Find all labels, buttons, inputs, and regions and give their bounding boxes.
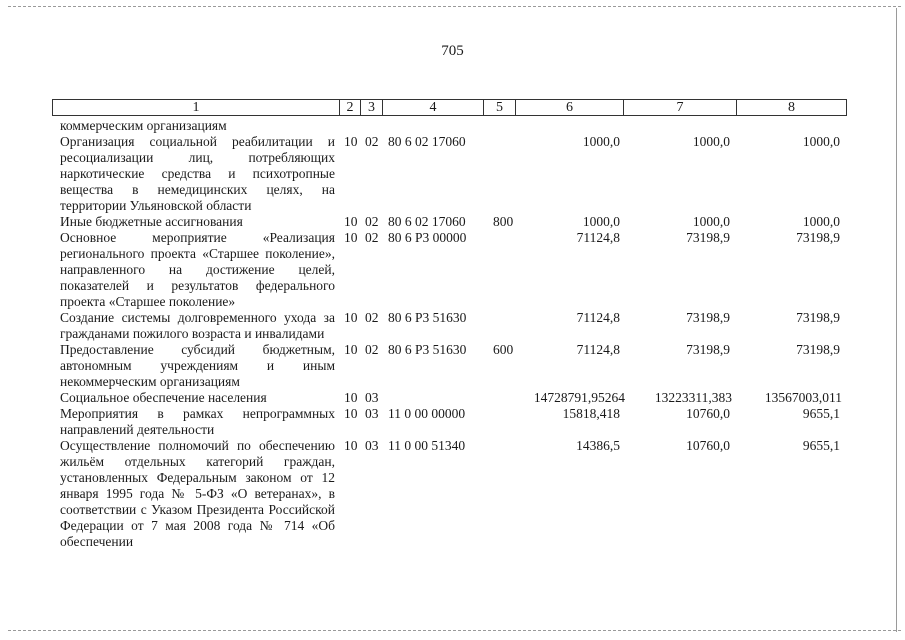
column-header-4: 4	[383, 100, 484, 116]
row-expense-type: 800	[493, 214, 514, 229]
row-target-code: 11 0 00 51340	[388, 438, 466, 453]
row-amount-3: 1000,0	[802, 214, 840, 229]
row-amount-2: 73198,9	[686, 230, 730, 245]
row-amount-2: 73198,9	[686, 342, 730, 357]
row-subsection: 02	[365, 310, 379, 325]
column-header-2: 2	[340, 100, 361, 116]
row-name: коммерческим организациям	[60, 118, 227, 133]
table-row	[60, 438, 850, 550]
table-row	[60, 118, 850, 134]
row-amount-3: 1000,0	[802, 134, 840, 149]
table-row	[60, 134, 850, 214]
row-name: Социальное обеспечение населения	[60, 390, 267, 405]
row-name: Иные бюджетные ассигнования	[60, 214, 243, 229]
row-name: Основное мероприятие «Реализация регионального проекта «Старшее поколение», направленного на достижение целей, показателей и результатов федерального проекта «Старшее поколение»	[60, 230, 335, 309]
row-target-code: 80 6 P3 00000	[388, 230, 467, 245]
row-amount-2: 1000,0	[692, 134, 730, 149]
row-expense-type: 600	[493, 342, 514, 357]
column-header-3: 3	[361, 100, 383, 116]
table-row	[60, 230, 850, 310]
row-section: 10	[344, 310, 358, 325]
row-amount-3: 73198,9	[796, 342, 840, 357]
row-target-code: 80 6 02 17060	[388, 214, 466, 229]
row-subsection: 02	[365, 342, 379, 357]
column-header-6: 6	[516, 100, 624, 116]
row-amount-1: 14386,5	[576, 438, 620, 453]
row-name: Предоставление субсидий бюджетным, автономным учреждениям и иным некоммерческим организациям	[60, 342, 335, 389]
row-section: 10	[344, 390, 358, 405]
row-name: Создание системы долговременного ухода за гражданами пожилого возраста и инвалидами	[60, 310, 335, 341]
row-amount-1: 71124,8	[576, 230, 620, 245]
row-section: 10	[344, 230, 358, 245]
column-header-7: 7	[624, 100, 737, 116]
row-amount-3: 73198,9	[796, 310, 840, 325]
row-target-code: 80 6 P3 51630	[388, 310, 467, 325]
row-amount-1: 14728791,95264	[533, 390, 625, 405]
column-header-table	[52, 99, 847, 116]
column-header-8: 8	[737, 100, 847, 116]
row-amount-1: 15818,418	[562, 406, 620, 421]
row-section: 10	[344, 134, 358, 149]
row-amount-2: 1000,0	[692, 214, 730, 229]
row-subsection: 03	[365, 406, 379, 421]
row-amount-3: 73198,9	[796, 230, 840, 245]
table-row	[60, 214, 850, 230]
row-amount-1: 71124,8	[576, 310, 620, 325]
column-header-5: 5	[484, 100, 516, 116]
table-row	[60, 390, 850, 406]
row-amount-1: 1000,0	[582, 214, 620, 229]
row-subsection: 02	[365, 230, 379, 245]
row-amount-2: 10760,0	[686, 438, 730, 453]
row-section: 10	[344, 438, 358, 453]
row-subsection: 03	[365, 390, 379, 405]
table-row	[60, 406, 850, 438]
row-amount-2: 10760,0	[686, 406, 730, 421]
row-subsection: 02	[365, 214, 379, 229]
row-name: Осуществление полномочий по обеспечению жильём отдельных категорий граждан, установленных Федеральным законом от 12 января 1995 года № 5-ФЗ «О ветеранах», в соответствии с Указом Президента Российской Федерации от 7 мая 2008 года № 714 «Об обеспечении	[60, 438, 335, 549]
row-target-code: 11 0 00 00000	[388, 406, 466, 421]
row-amount-2: 73198,9	[686, 310, 730, 325]
row-subsection: 03	[365, 438, 379, 453]
row-target-code: 80 6 P3 51630	[388, 342, 467, 357]
row-section: 10	[344, 342, 358, 357]
table-row	[60, 342, 850, 390]
budget-table-body	[60, 118, 850, 550]
column-header-1: 1	[53, 100, 340, 116]
row-name: Организация социальной реабилитации и ресоциализации лиц, потребляющих наркотические средства и психотропные вещества в немедицинских целях, на территории Ульяновской области	[60, 134, 335, 213]
row-amount-3: 9655,1	[802, 438, 840, 453]
row-target-code: 80 6 02 17060	[388, 134, 466, 149]
scan-edge-top	[8, 6, 901, 7]
row-name: Мероприятия в рамках непрограммных направлений деятельности	[60, 406, 335, 437]
scan-edge-bottom	[8, 630, 901, 631]
scan-edge-right	[896, 8, 897, 632]
row-amount-1: 1000,0	[582, 134, 620, 149]
row-section: 10	[344, 214, 358, 229]
row-subsection: 02	[365, 134, 379, 149]
table-row	[60, 310, 850, 342]
row-amount-3: 13567003,011	[764, 390, 842, 405]
page-number: 705	[441, 43, 464, 59]
row-section: 10	[344, 406, 358, 421]
row-amount-2: 13223311,383	[654, 390, 732, 405]
row-amount-1: 71124,8	[576, 342, 620, 357]
row-amount-3: 9655,1	[802, 406, 840, 421]
